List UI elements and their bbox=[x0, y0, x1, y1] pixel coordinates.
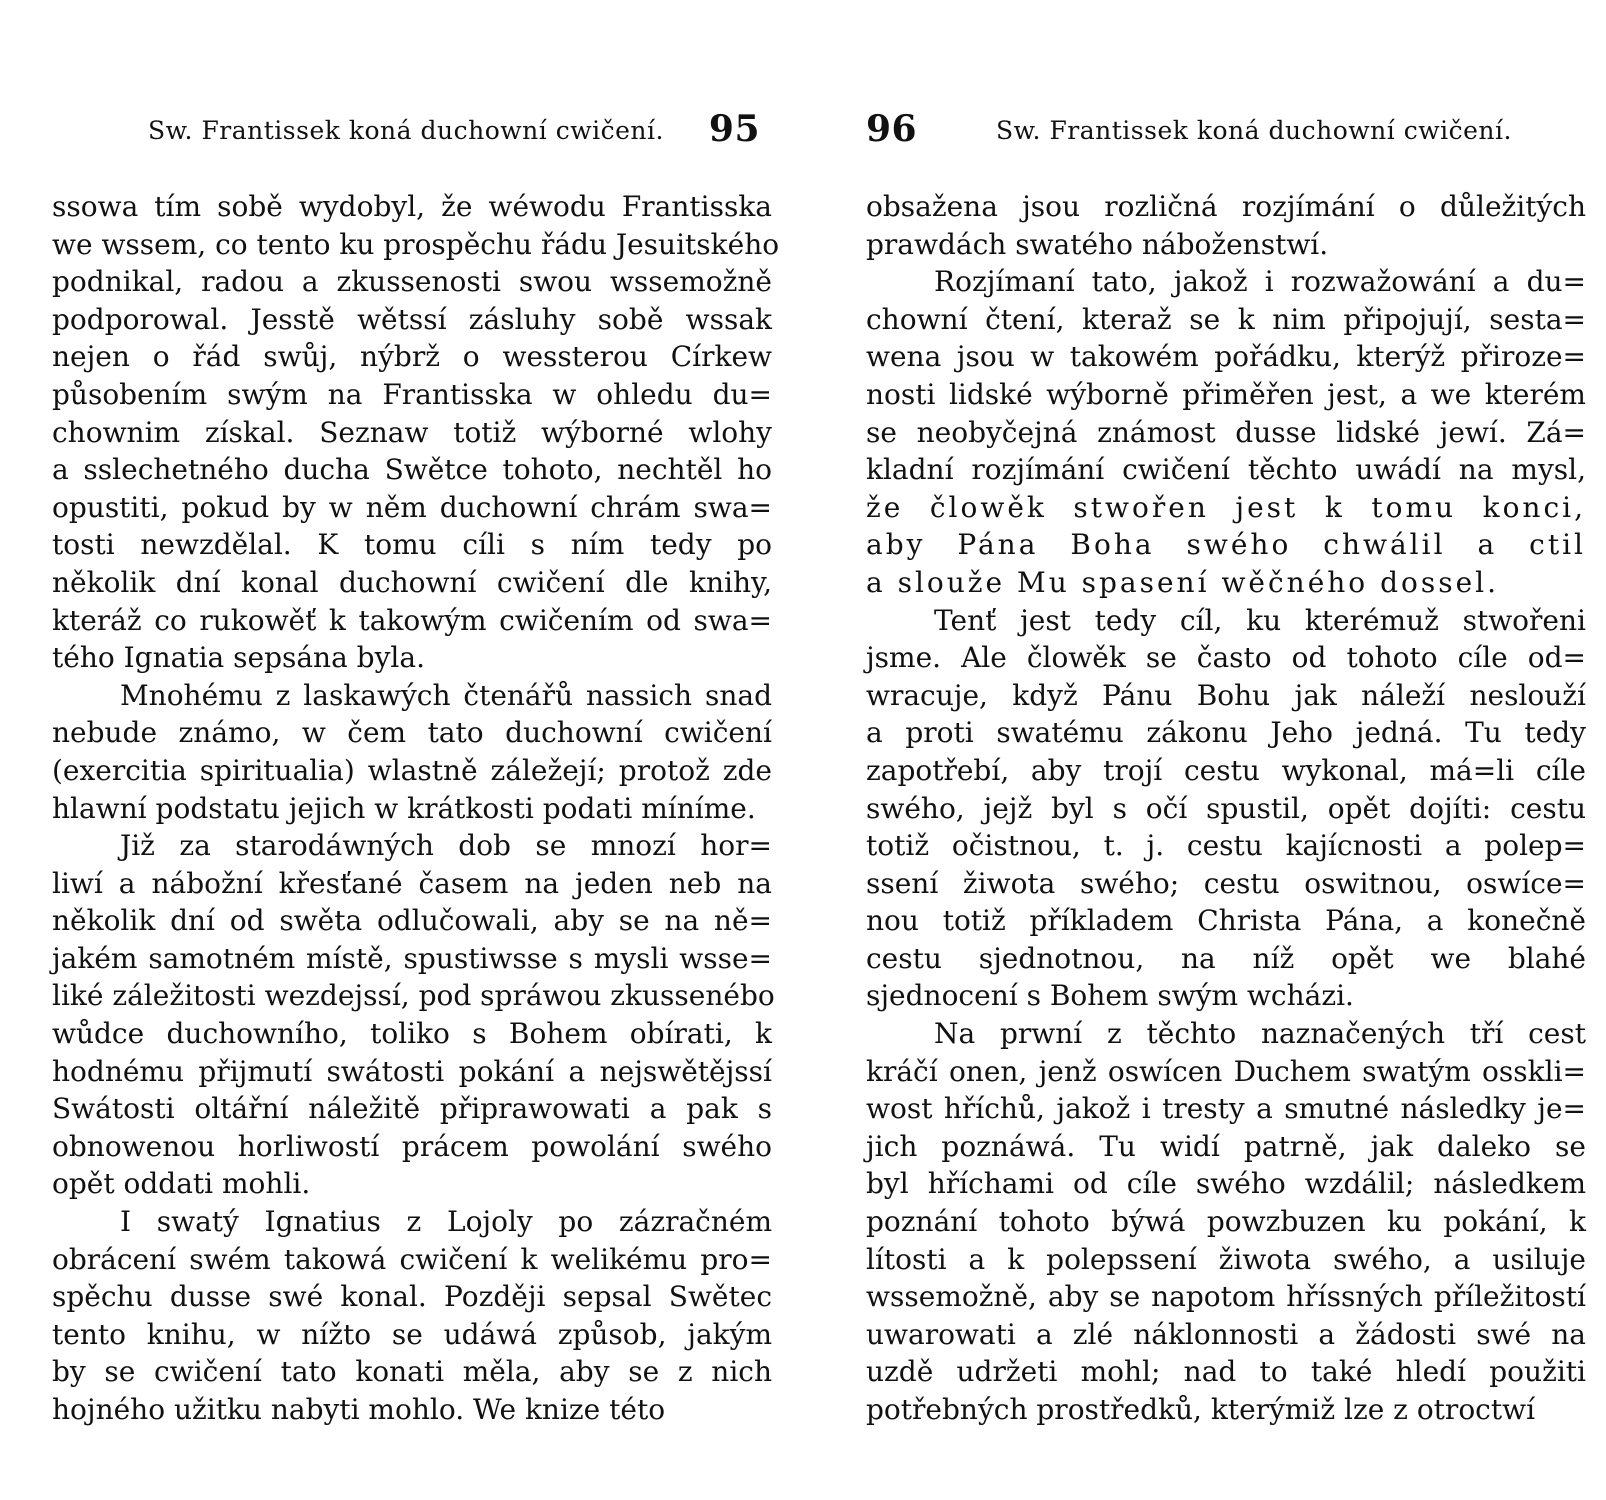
text-line: zapotřebí, aby trojí cestu wykonal, má=li cíle bbox=[866, 753, 1586, 787]
running-head bbox=[866, 108, 1586, 156]
text-line: Tenť jest tedy cíl, ku kterémuž stwořeni bbox=[934, 603, 1586, 637]
text-line: Rozjímaní tato, jakož i rozwažowání a du= bbox=[934, 265, 1586, 299]
text-line: poznání tohoto býwá powzbuzen ku pokání, k bbox=[866, 1205, 1586, 1239]
text-line: kladní rozjímání cwičení těchto uwádí na mysl, bbox=[866, 453, 1586, 487]
text-line: Mnohému z laskawých čtenářů nassich snad bbox=[120, 678, 772, 712]
text-line: byl hříchami od cíle swého wzdálil; následkem bbox=[866, 1167, 1586, 1201]
text-line: wssemožně, aby se napotom hříssných příležitostí bbox=[866, 1280, 1586, 1314]
text-line: swého, jejž byl s očí spustil, opět dojíti: cestu bbox=[866, 791, 1586, 825]
running-head bbox=[52, 108, 772, 156]
running-head-title: Sw. Frantissek koná duchowní cwičení. bbox=[996, 116, 1512, 145]
text-line: ssení žiwota swého; cestu oswitnou, oswíce= bbox=[866, 866, 1586, 900]
text-line: nosti lidské wýborně přiměřen jest, a we kterém bbox=[866, 377, 1586, 411]
text-line: lítosti a k polepssení žiwota swého, a usiluje bbox=[866, 1242, 1586, 1276]
text-line: opustiti, pokud by w něm duchowní chrám swa= bbox=[52, 490, 772, 524]
text-line: se neobyčejná známost dusse lidské jewí. Zá= bbox=[866, 415, 1586, 449]
left-page bbox=[52, 0, 780, 1500]
text-line: několik dní od swěta odlučowali, aby se na ně= bbox=[52, 904, 772, 938]
page-number: 95 bbox=[708, 108, 760, 150]
text-line: ssowa tím sobě wydobyl, že wéwodu Frantisska bbox=[52, 190, 772, 223]
text-line: wost hříchů, jakož i tresty a smutné následky je= bbox=[866, 1092, 1586, 1126]
text-line: jsme. Ale člowěk se často od tohoto cíle od= bbox=[866, 641, 1586, 675]
running-head-title: Sw. Frantissek koná duchowní cwičení. bbox=[148, 116, 664, 145]
text-line: aby Pána Boha swého chwálil a ctil bbox=[866, 528, 1586, 562]
text-line: a proti swatému zákonu Jeho jedná. Tu tedy bbox=[866, 716, 1586, 750]
text-line: (exercitia spiritualia) wlastně záležejí; protož zde bbox=[52, 753, 772, 787]
page-body bbox=[866, 188, 1586, 1429]
text-line: I swatý Ignatius z Lojoly po zázračném bbox=[120, 1205, 772, 1239]
text-line: cestu sjednotnou, na níž opět we blahé bbox=[866, 941, 1586, 975]
text-line: Již za starodáwných dob se mnozí hor= bbox=[120, 829, 772, 863]
text-line: hodnému přijmutí swátosti pokání a nejswětějssí bbox=[52, 1054, 772, 1088]
text-line: nejen o řád swůj, nýbrž o wessterou Církew bbox=[52, 340, 772, 374]
text-line: by se cwičení tato konati měla, aby se z nich bbox=[52, 1355, 772, 1389]
text-line: kráčí onen, jenž oswícen Duchem swatým osskli= bbox=[866, 1054, 1586, 1088]
text-line: prawdách swatého náboženstwí. bbox=[866, 227, 1329, 261]
page-number: 96 bbox=[866, 108, 918, 150]
text-line: liwí a nábožní křesťané časem na jeden neb na bbox=[52, 866, 772, 900]
text-line: a slouže Mu spasení wěčného dossel. bbox=[866, 565, 1500, 599]
text-line: wracuje, když Pánu Bohu jak náleží neslouží bbox=[866, 678, 1586, 712]
text-line: tého Ignatia sepsána byla. bbox=[52, 641, 425, 675]
text-line: totiž očistnou, t. j. cestu kajícnosti a polep= bbox=[866, 829, 1586, 863]
text-line: wena jsou w takowém pořádku, kterýž přiroze= bbox=[866, 340, 1586, 374]
text-line: wůdce duchowního, toliko s Bohem obírati, k bbox=[52, 1017, 772, 1051]
text-line: Na prwní z těchto naznačených tří cest bbox=[934, 1017, 1586, 1051]
text-line: působením swým na Frantisska w ohledu du= bbox=[52, 377, 772, 411]
text-line: liké záležitosti wezdejssí, pod spráwou zkussenébo bbox=[52, 979, 775, 1013]
text-line: we wssem, co tento ku prospěchu řádu Jesuitského bbox=[52, 227, 780, 261]
text-line: hlawní podstatu jejich w krátkosti podati míníme. bbox=[52, 791, 756, 825]
text-line: sjednocení s Bohem swým wcházi. bbox=[866, 979, 1354, 1013]
text-line: že člowěk stwořen jest k tomu konci, bbox=[866, 490, 1586, 524]
text-line: nou totiž příkladem Christa Pána, a konečně bbox=[866, 904, 1586, 938]
text-line: podnikal, radou a zkussenosti swou wssemožně bbox=[52, 265, 772, 299]
text-line: hojného užitku nabyti mohlo. We knize této bbox=[52, 1393, 666, 1426]
text-line: spěchu dusse swé konal. Později sepsal Swětec bbox=[52, 1280, 772, 1314]
text-line: tento knihu, w nížto se udáwá způsob, jakým bbox=[52, 1317, 772, 1351]
text-line: nebude známo, w čem tato duchowní cwičení bbox=[52, 716, 772, 750]
text-line: Swátosti oltářní náležitě připrawowati a pak s bbox=[52, 1092, 772, 1126]
text-line: chowní čtení, kteraž se k nim připojují, sesta= bbox=[866, 302, 1586, 336]
text-line: a sslechetného ducha Swětce tohoto, nechtěl ho bbox=[52, 453, 772, 487]
text-line: obrácení swém takowá cwičení k welikému pro= bbox=[52, 1242, 772, 1276]
text-line: chownim získal. Seznaw totiž wýborné wlohy bbox=[52, 415, 772, 449]
text-line: opět oddati mohli. bbox=[52, 1167, 311, 1201]
text-line: obnowenou horliwostí prácem powolání swého bbox=[52, 1129, 772, 1163]
page-body bbox=[52, 188, 780, 1429]
text-line: jich poznáwá. Tu widí patrně, jak daleko se bbox=[866, 1129, 1586, 1163]
text-line: obsažena jsou rozličná rozjímání o důležitých bbox=[866, 190, 1586, 223]
text-line: potřebných prostředků, kterýmiž lze z otroctwí bbox=[866, 1393, 1536, 1426]
text-line: tosti newzdělal. K tomu cíli s ním tedy po bbox=[52, 528, 772, 562]
text-line: kteráž co rukowěť k takowým cwičením od swa= bbox=[52, 603, 772, 637]
text-line: několik dní konal duchowní cwičení dle knihy, bbox=[52, 565, 772, 599]
text-line: jakém samotném místě, spustiwsse s mysli wsse= bbox=[52, 941, 772, 975]
right-page bbox=[866, 0, 1586, 1500]
text-line: podporowal. Jesstě wětssí zásluhy sobě wssak bbox=[52, 302, 772, 336]
text-line: uwarowati a zlé náklonnosti a žádosti swé na bbox=[866, 1317, 1586, 1351]
text-line: uzdě udržeti mohl; nad to také hledí použiti bbox=[866, 1355, 1586, 1389]
